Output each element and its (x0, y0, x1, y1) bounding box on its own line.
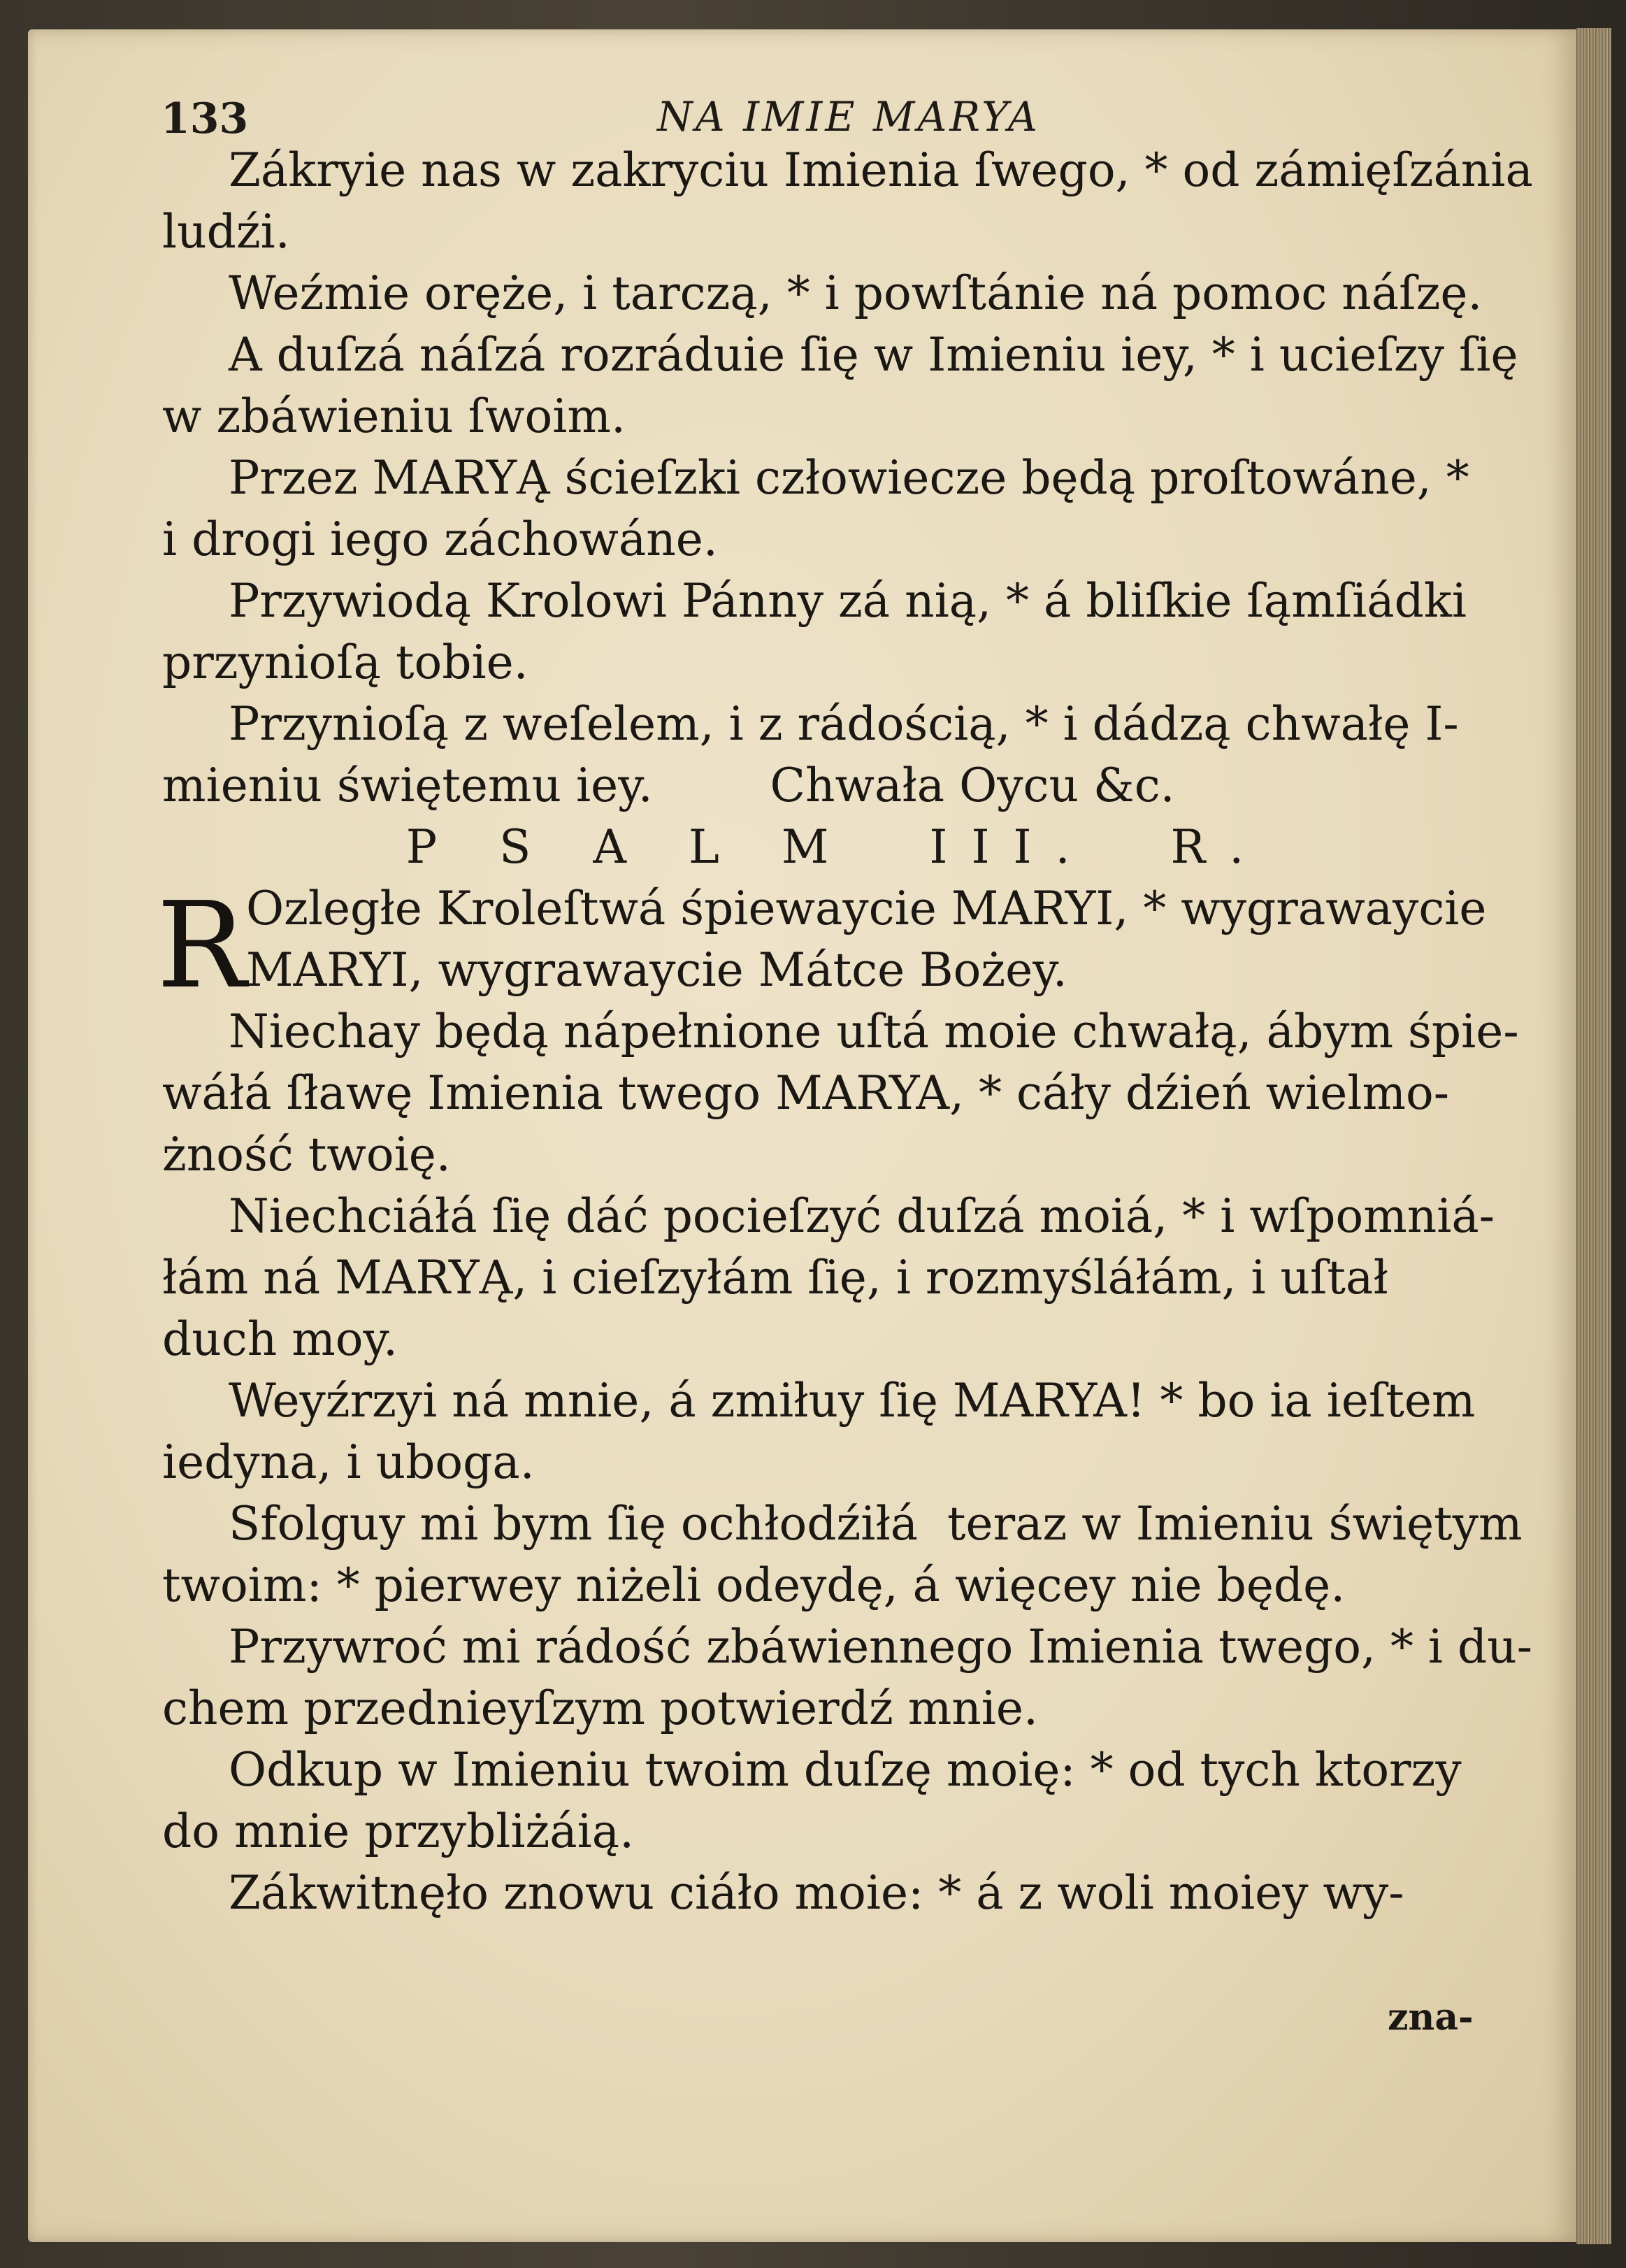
body-text (157, 140, 1539, 1924)
text-line: wáłá ſławę Imienia twego MARYA, * cáły dźień wielmo- (162, 1066, 1450, 1120)
text-line: Sfolguy mi bym ſię ochłodźiłá teraz w Imieniu świętym (229, 1497, 1523, 1551)
text-line: Przywiodą Krolowi Pánny zá nią, * á bliſkie ſąmſiádki (229, 574, 1467, 628)
catchword: zna- (1388, 1996, 1474, 2039)
page-number: 133 (161, 94, 249, 143)
text-line: żność twoię. (162, 1128, 451, 1182)
text-line: w zbáwieniu ſwoim. (162, 389, 626, 443)
text-line: iedyna, i uboga. (162, 1435, 535, 1489)
text-line: Weźmie oręże, i tarczą, * i powſtánie ná pomoc náſzę. (229, 266, 1483, 320)
text-line: Zákryie nas w zakryciu Imienia ſwego, * od zámięſzánia (229, 143, 1533, 197)
running-title: NA IMIE MARYA (657, 93, 1040, 141)
text-line: Niechciáłá ſię dáć pocieſzyć duſzá moiá, * i wſpomniá- (229, 1189, 1495, 1243)
text-line: i drogi iego záchowáne. (162, 512, 718, 566)
text-line: łám ná MARYĄ, i cieſzyłám ſię, i rozmyśláłám, i uſtał (162, 1251, 1388, 1305)
text-line: MARYI, wygrawaycie Mátce Bożey. (246, 943, 1067, 997)
text-line: Przywroć mi rádość zbáwiennego Imienia twego, * i du- (229, 1620, 1533, 1674)
text-line: przynioſą tobie. (162, 636, 528, 689)
text-line: Przynioſą z weſelem, i z rádością, * i dádzą chwałę I- (229, 697, 1459, 751)
text-line: Zákwitnęło znowu ciáło moie: * á z woli moiey wy- (229, 1866, 1404, 1920)
text-line: Weyźrzyi ná mnie, á zmiłuy ſię MARYA! * bo ia ieſtem (229, 1374, 1476, 1428)
text-line: Ozległe Kroleſtwá śpiewaycie MARYI, * wygrawaycie (246, 882, 1487, 935)
psalm-heading: P S A L M III. R. (405, 820, 1268, 874)
text-line: ludźi. (162, 205, 290, 259)
text-line: Odkup w Imieniu twoim duſzę moię: * od tych ktorzy (229, 1743, 1462, 1797)
text-line: do mnie przybliżáią. (162, 1804, 635, 1858)
text-line: duch moy. (162, 1312, 398, 1366)
text-line: Niechay będą nápełnione uſtá moie chwałą, ábym śpie- (229, 1005, 1519, 1058)
text-line: mieniu świętemu iey. Chwała Oycu &c. (162, 759, 1175, 812)
page-edges (1576, 28, 1611, 2244)
drop-cap: R (157, 877, 246, 1015)
page-header (154, 80, 1524, 143)
text-line: A duſzá náſzá rozráduie ſię w Imieniu iey, * i ucieſzy ſię (229, 328, 1518, 382)
text-line: twoim: * pierwey niżeli odeydę, á więcey nie będę. (162, 1558, 1346, 1612)
text-line: Przez MARYĄ ścieſzki człowiecze będą proſtowáne, * (229, 451, 1469, 505)
text-line: chem przednieyſzym potwierdź mnie. (162, 1681, 1038, 1735)
psalm-opening (157, 877, 1539, 1015)
